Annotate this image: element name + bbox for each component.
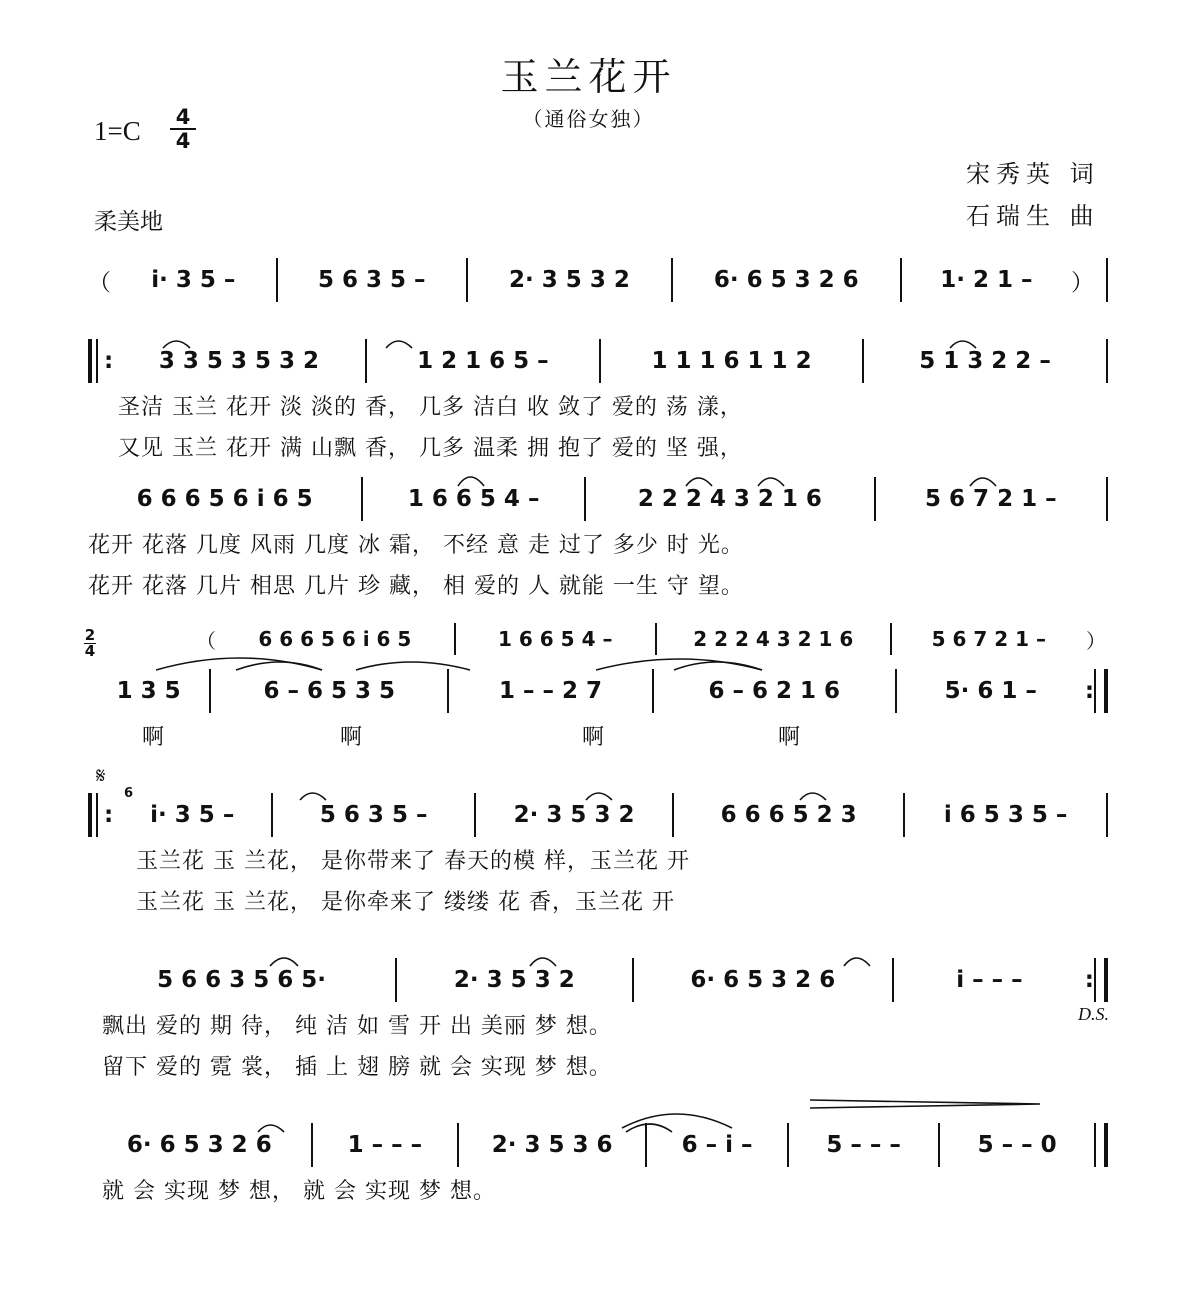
interlude-open-paren: （ bbox=[196, 628, 216, 653]
measure: 5 6 7 2 1 – bbox=[931, 627, 1047, 651]
lyric-ah: 啊 bbox=[142, 725, 165, 750]
measure: 1 6 6 5 4 – bbox=[498, 627, 613, 651]
time-signature-top: 4 bbox=[175, 105, 191, 129]
lyric-line: 又见 玉兰 花开 满 山飘 香， 几多 温柔 拥 抱了 爱的 坚 强， bbox=[118, 436, 743, 461]
measure: 6 – 6 2 1 6 bbox=[708, 678, 840, 704]
lyric-line: 留下 爱的 霓 裳， 插 上 翅 膀 就 会 实现 梦 想。 bbox=[102, 1055, 612, 1080]
time-signature-top: 2 bbox=[84, 626, 96, 644]
measure: 1 – – 2 7 bbox=[499, 678, 603, 704]
chorus-a-notes: : i· 3 5 – 5 6 3 5 – 2· 3 5 3 2 6 6 6 5 2 3 i 6 5 3 5 – bbox=[88, 792, 1108, 838]
measure: 2 2 2 4 3 2 1 6 bbox=[693, 627, 854, 651]
measure: 5 6 7 2 1 – bbox=[925, 486, 1057, 512]
grace-note: 6 bbox=[124, 786, 134, 801]
chorus-b-notes: 5 6 6 3 5 6 5· 2· 3 5 3 2 6· 6 5 3 2 6 i – – – : bbox=[88, 957, 1108, 1003]
measure: 1 2 1 6 5 – bbox=[417, 348, 549, 374]
dal-segno-mark: D.S. bbox=[1078, 1004, 1109, 1024]
measure: 2· 3 5 3 2 bbox=[453, 967, 575, 993]
lyric-line: 就 会 实现 梦 想， 就 会 实现 梦 想。 bbox=[102, 1179, 496, 1204]
lyric-line: 玉兰花 玉 兰花， 是你牵来了 缕缕 花 香，玉兰花 开 bbox=[136, 890, 675, 915]
measure: 2 2 2 4 3 2 1 6 bbox=[637, 486, 822, 512]
song-title: 玉兰花开 bbox=[500, 55, 677, 99]
verse-a-notes: : 3 3 5 3 5 3 2 1 2 1 6 5 – 1 1 1 6 1 1 2 5 1 3 2 2 – bbox=[88, 338, 1108, 384]
measure: 5 – – 0 bbox=[977, 1132, 1057, 1158]
tempo-marking: 柔美地 bbox=[94, 209, 163, 235]
measure: 2· 3 5 3 2 bbox=[509, 267, 630, 293]
song-subtitle: （通俗女独） bbox=[522, 107, 655, 131]
key-signature: 1=C bbox=[94, 116, 141, 146]
measure: i· 3 5 – bbox=[150, 802, 235, 828]
measure: 1 – – – bbox=[347, 1132, 423, 1158]
lyric-ah: 啊 bbox=[582, 725, 605, 750]
lyric-ah: 啊 bbox=[340, 725, 363, 750]
lyric-line: 玉兰花 玉 兰花， 是你带来了 春天的模 样，玉兰花 开 bbox=[136, 849, 690, 874]
measure: 6 6 6 5 6 i 6 5 bbox=[258, 627, 412, 651]
lyric-line: 圣洁 玉兰 花开 淡 淡的 香， 几多 洁白 收 敛了 爱的 荡 漾， bbox=[118, 395, 743, 420]
measure: 5 6 6 3 5 6 5· bbox=[157, 967, 326, 993]
measure: 1· 2 1 – bbox=[940, 267, 1033, 293]
measure: 5 1 3 2 2 – bbox=[919, 348, 1051, 374]
measure: i – – – bbox=[956, 967, 1023, 993]
lyric-ah: 啊 bbox=[778, 725, 801, 750]
measure: 3 3 5 3 5 3 2 bbox=[158, 348, 319, 374]
lyric-line: 花开 花落 几度 风雨 几度 冰 霜， 不经 意 走 过了 多少 时 光。 bbox=[88, 533, 744, 558]
interlude-vocal-notes: 1 3 5 6 – 6 5 3 5 1 – – 2 7 6 – 6 2 1 6 5· 6 1 – : bbox=[88, 668, 1108, 714]
measure: 5· 6 1 – bbox=[944, 678, 1037, 704]
measure: 5 6 3 5 – bbox=[319, 802, 428, 828]
measure: 5 – – – bbox=[826, 1132, 901, 1158]
measure: 1 3 5 bbox=[116, 678, 181, 704]
measure: 1 1 1 6 1 1 2 bbox=[651, 348, 812, 374]
intro-open-paren: （ bbox=[88, 269, 111, 296]
measure: 6 6 6 5 6 i 6 5 bbox=[136, 486, 313, 512]
lyricist-credit: 宋秀英 词 bbox=[966, 160, 1100, 188]
lyric-line: 花开 花落 几片 相思 几片 珍 藏， 相 爱的 人 就能 一生 守 望。 bbox=[88, 574, 744, 599]
time-signature-bottom: 4 bbox=[84, 642, 96, 660]
measure: 6· 6 5 3 2 6 bbox=[126, 1132, 272, 1158]
time-signature-bottom: 4 bbox=[175, 129, 191, 153]
measure: i 6 5 3 5 – bbox=[943, 802, 1068, 828]
measure: 2· 3 5 3 6 bbox=[491, 1132, 613, 1158]
measure: 6· 6 5 3 2 6 bbox=[713, 267, 859, 293]
measure: 2· 3 5 3 2 bbox=[513, 802, 635, 828]
measure: 1 6 6 5 4 – bbox=[407, 486, 540, 512]
measure: i· 3 5 – bbox=[151, 267, 236, 293]
intro-close-paren: ） bbox=[1071, 269, 1094, 296]
measure: 6 6 6 5 2 3 bbox=[720, 802, 857, 828]
measure: 6 – i – bbox=[681, 1132, 753, 1158]
lyric-line: 飘出 爱的 期 待， 纯 洁 如 雪 开 出 美丽 梦 想。 bbox=[102, 1014, 612, 1039]
measure: 5 6 3 5 – bbox=[318, 267, 426, 293]
measure: 6· 6 5 3 2 6 bbox=[690, 967, 836, 993]
interlude-close-paren: ） bbox=[1086, 628, 1106, 653]
measure: 6 – 6 5 3 5 bbox=[263, 678, 396, 704]
segno-sign: 𝄋 bbox=[96, 764, 106, 789]
composer-credit: 石瑞生 曲 bbox=[966, 202, 1100, 230]
